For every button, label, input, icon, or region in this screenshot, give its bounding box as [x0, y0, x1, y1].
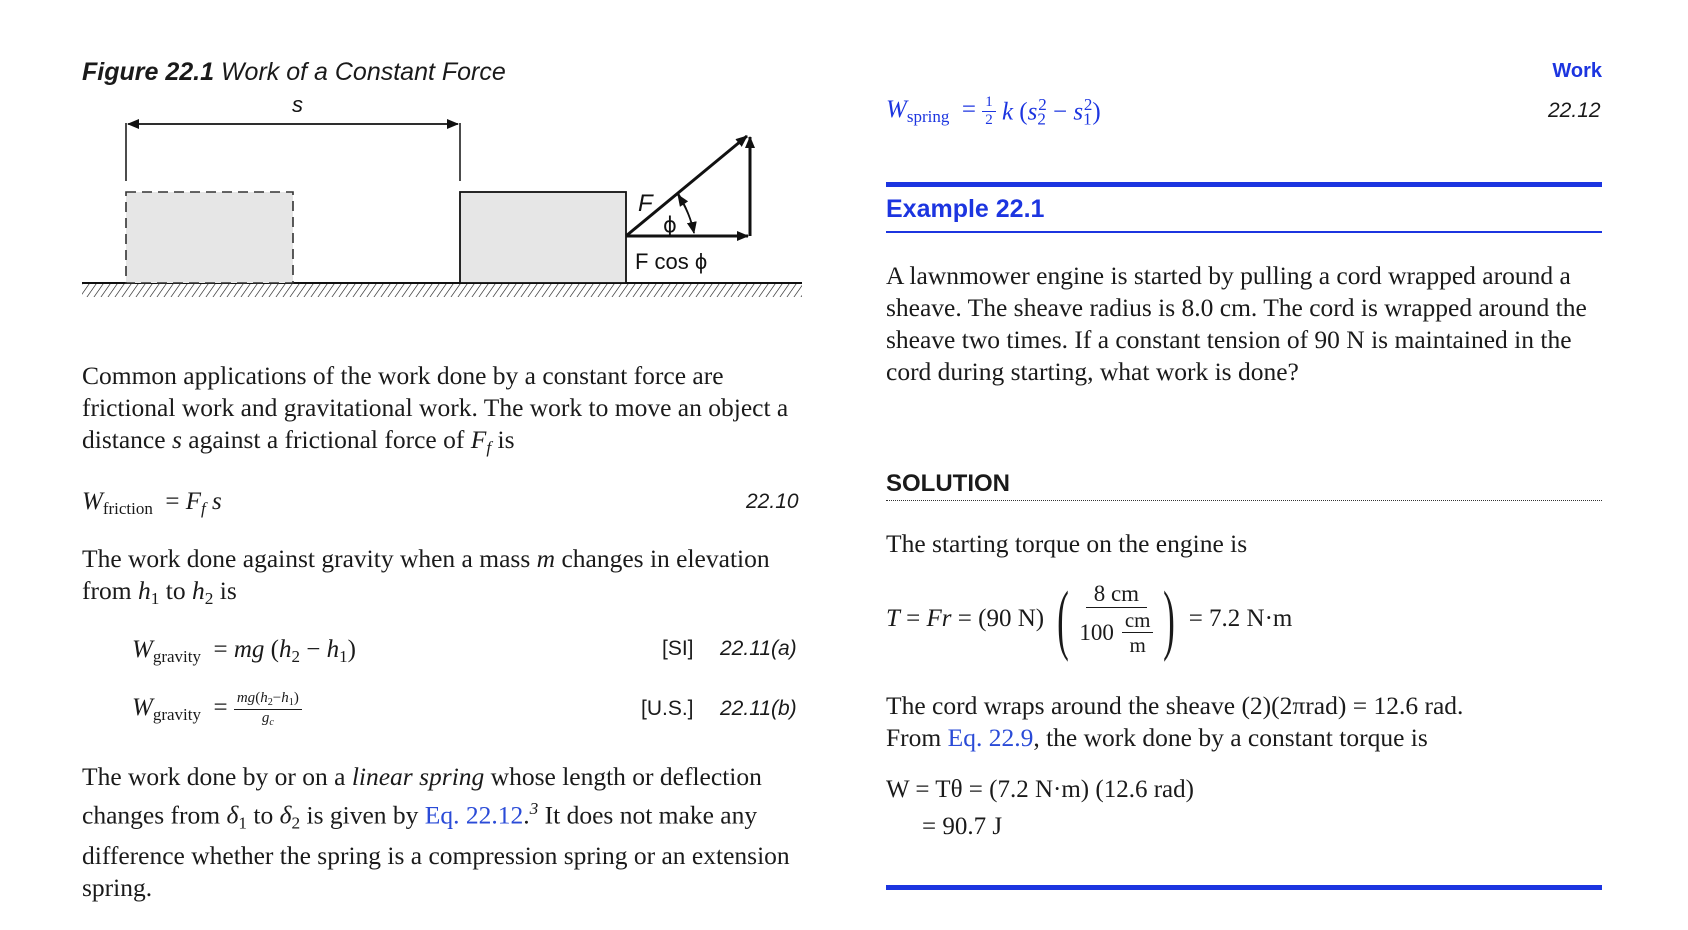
- torque-result: = 7.2 N·m: [1188, 605, 1293, 632]
- para3-italic: linear spring: [351, 762, 485, 791]
- sol-line2-a: The cord wraps around the sheave (2)(2πrad) = 12.6 rad.: [886, 691, 1464, 720]
- solution-rule: [886, 500, 1602, 501]
- force-vector: [626, 136, 747, 236]
- eq-22-12-number: 22.12: [1548, 99, 1601, 122]
- example-bottom-rule: [886, 885, 1602, 890]
- paragraph-gravity: The work done against gravity when a mass m changes in elevation from $h_1$ to $h_2$ is: [82, 544, 770, 609]
- torque-equation: T = Fr = (90 N) ( 8 cm 100 $\frac{cm}{m}$ ) = 7.2 N·m: [886, 575, 1293, 662]
- solution-line-1: The starting torque on the engine is: [886, 529, 1248, 558]
- work-equation-line-1: W = Tθ = (7.2 N·m) (12.6 rad): [886, 776, 1194, 803]
- final-block: [460, 192, 626, 283]
- para3-a: The work done by or on a: [82, 762, 346, 791]
- figure-caption: [82, 58, 506, 87]
- para3-b: whose length or deflection changes from: [82, 762, 762, 830]
- initial-block: [126, 192, 293, 283]
- eq-22-9-link[interactable]: Eq. 22.9: [947, 723, 1034, 752]
- eq-22-11a-tag: [SI]: [662, 637, 694, 660]
- para2-is: is: [219, 576, 237, 605]
- example-title-rule: [886, 231, 1602, 233]
- equation-gravity-us: $W_{gravity}$ = $\frac{mg(h_2-h_1)}{g_c}$: [132, 690, 302, 729]
- solution-title: SOLUTION: [886, 470, 1010, 497]
- eq-22-11a-number: 22.11(a): [720, 637, 797, 660]
- para1-text: Common applications of the work done by a constant force are frictional work and gravitational work. The work to move an object a distance: [82, 361, 789, 454]
- para2-b: changes in elevation from: [82, 544, 770, 605]
- para1-end: is: [497, 425, 515, 454]
- figure-title: Work of a Constant Force: [220, 58, 506, 86]
- ground-hatch: [82, 283, 802, 297]
- paragraph-spring: The work done by or on a linear spring whose length or deflection changes from $\delta_1$ to $\delta_2$ is given by Eq. 22.12.$^3$ It does not make any difference whether the spring is a compression spring or an extension spring.: [82, 762, 790, 902]
- sol-line2-b: From: [886, 723, 942, 752]
- work-equation-line-2: = 90.7 J: [922, 813, 1003, 840]
- eq-22-11b-tag: [U.S.]: [641, 697, 694, 720]
- equation-friction: $W_{friction} = F_f$ s: [82, 488, 222, 519]
- eq-22-11b-number: 22.11(b): [720, 697, 797, 720]
- eq-22-12-link[interactable]: Eq. 22.12: [424, 800, 524, 830]
- fcos-label: F cos ϕ: [635, 249, 708, 274]
- sol-line2-c: , the work done by a constant torque is: [1033, 723, 1428, 752]
- example-top-rule: [886, 182, 1602, 187]
- para2-m: m: [536, 544, 556, 573]
- example-title: Example 22.1: [886, 195, 1045, 223]
- phi-label: ϕ: [663, 213, 677, 237]
- para1-mid: against a frictional force of: [188, 425, 465, 454]
- example-problem-text: A lawnmower engine is started by pulling a cord wrapped around a sheave. The sheave radius is 8.0 cm. The cord is wrapped around the sheave two times. If a constant tension of 90 N is maintained in the cord during starting, what work is done?: [886, 261, 1587, 386]
- para3-to: to: [253, 800, 274, 830]
- eq-22-10-number: 22.10: [746, 490, 799, 513]
- solution-line-2: [886, 690, 1606, 754]
- s-label: s: [292, 95, 303, 117]
- para2-a: The work done against gravity when a mass: [82, 544, 531, 573]
- para3-d: It does not make any difference whether the spring is a compression spring or an extension spring.: [82, 800, 790, 902]
- constant-force-figure: [60, 95, 820, 305]
- para2-to: to: [165, 576, 186, 605]
- equation-spring: $W_{spring}$ = $\frac{1}{2}$ k $(s_2^2 - s_1^2)$: [886, 94, 1101, 129]
- paragraph-friction: Common applications of the work done by a constant force are frictional work and gravitational work. The work to move an object a distance s against a frictional force of $F_f$ is: [82, 361, 789, 458]
- running-head: Work: [1552, 60, 1602, 82]
- force-label: F: [638, 190, 653, 217]
- footnote-3[interactable]: 3: [529, 799, 539, 818]
- para1-s: s: [171, 425, 182, 454]
- figure-label: Figure 22.1: [82, 58, 214, 86]
- para3-c: is given by: [306, 800, 419, 830]
- equation-gravity-si: $W_{gravity}$ = mg $(h_2 - h_1)$: [132, 636, 356, 667]
